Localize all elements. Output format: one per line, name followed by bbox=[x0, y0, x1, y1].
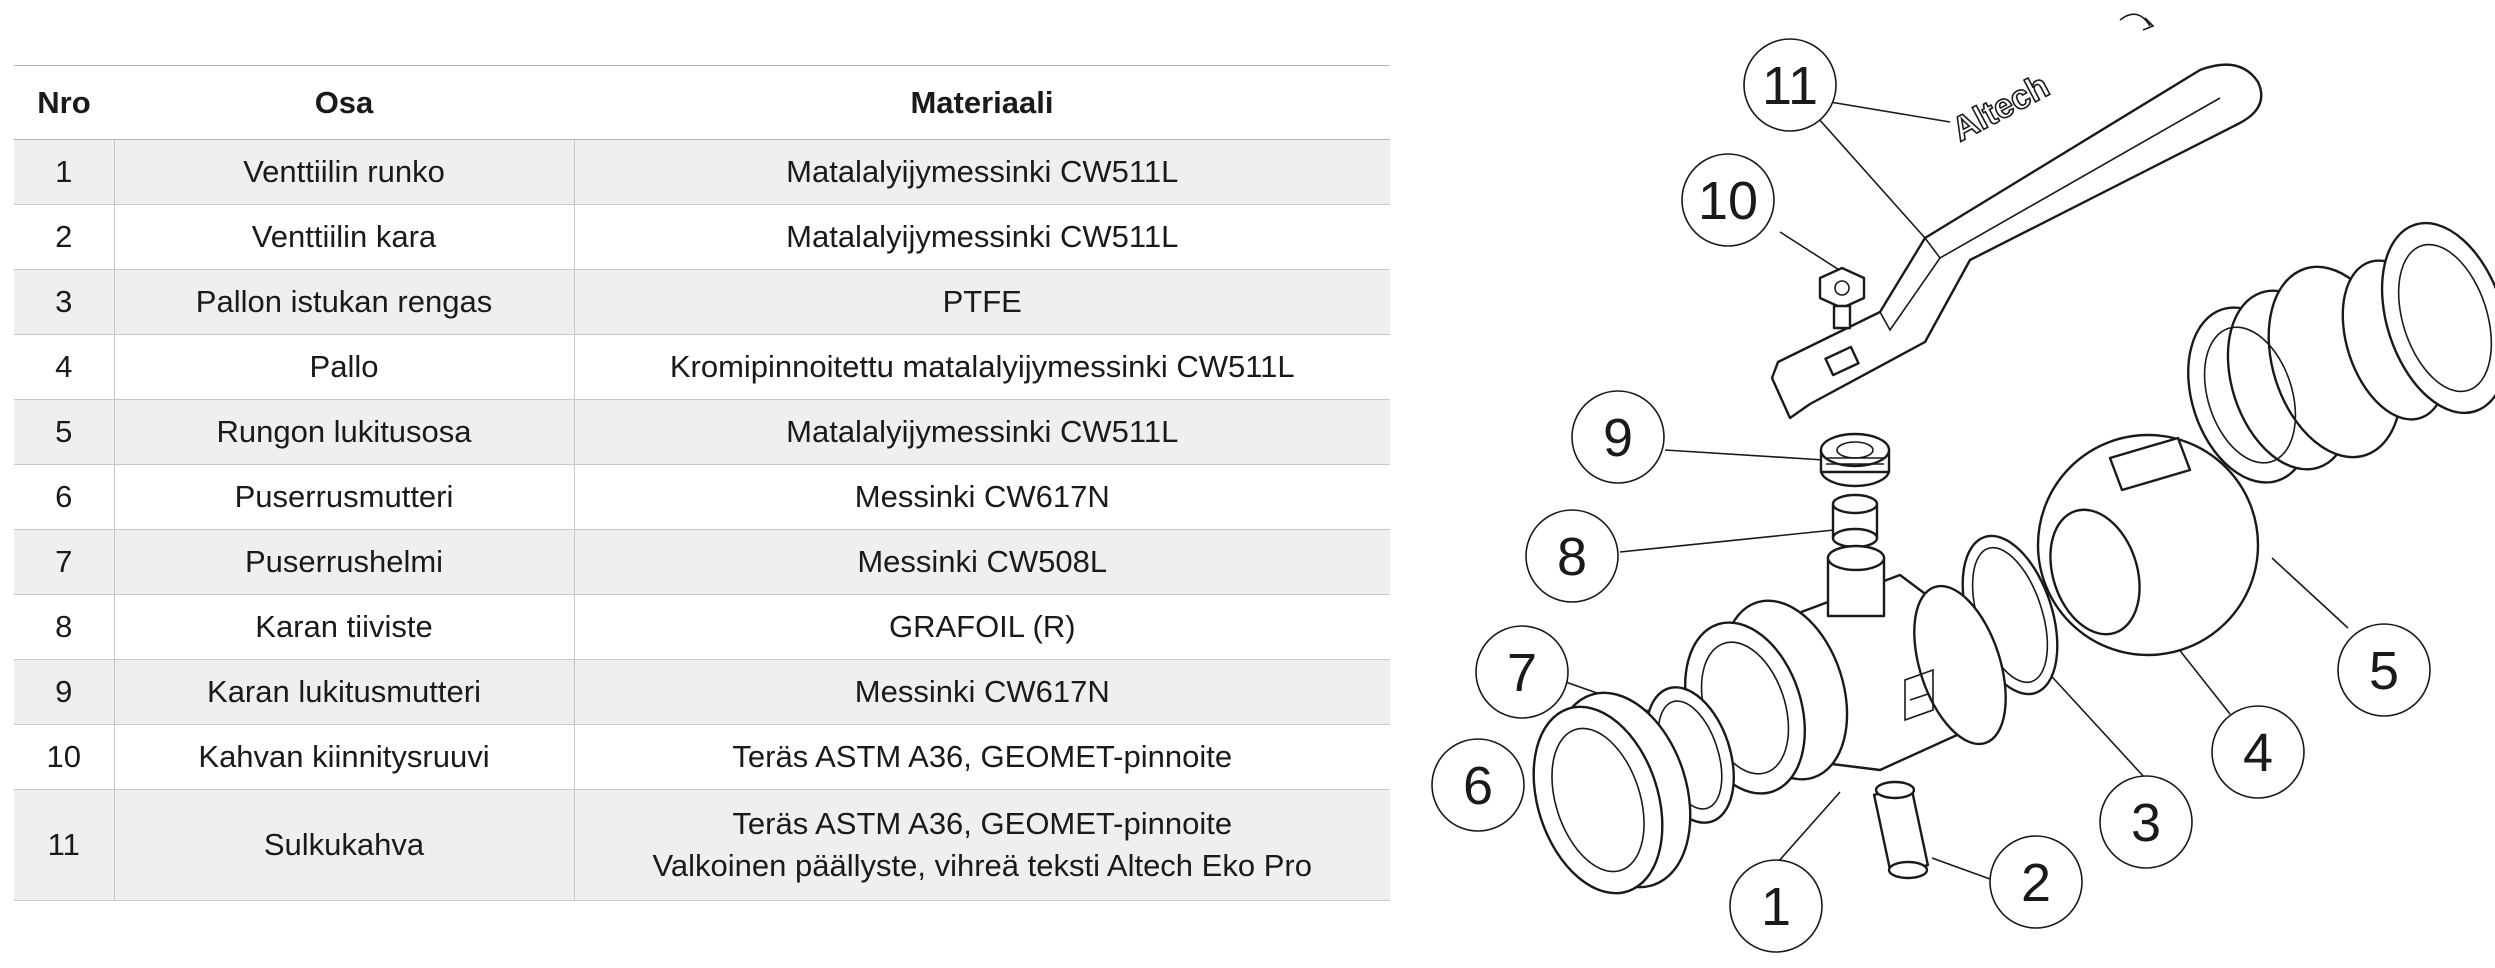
cell-nro: 9 bbox=[14, 660, 114, 725]
material-line: Messinki CW508L bbox=[857, 544, 1108, 579]
cell-nro: 5 bbox=[14, 400, 114, 465]
callout-9 bbox=[1572, 391, 1664, 483]
leader-5 bbox=[2272, 558, 2348, 628]
cell-nro: 10 bbox=[14, 725, 114, 790]
cell-osa: Puserrushelmi bbox=[114, 530, 574, 595]
cell-materiaali bbox=[574, 400, 1390, 465]
cell-nro: 4 bbox=[14, 335, 114, 400]
cell-materiaali bbox=[574, 205, 1390, 270]
cell-nro: 3 bbox=[14, 270, 114, 335]
cell-osa: Sulkukahva bbox=[114, 790, 574, 901]
table-row bbox=[14, 595, 1390, 660]
cell-osa: Pallon istukan rengas bbox=[114, 270, 574, 335]
callout-4 bbox=[2212, 706, 2304, 798]
callout-7 bbox=[1476, 626, 1568, 718]
cell-nro: 6 bbox=[14, 465, 114, 530]
svg-text:7: 7 bbox=[1506, 643, 1538, 703]
material-line: Matalalyijymessinki CW511L bbox=[786, 414, 1179, 449]
leader-8 bbox=[1620, 530, 1834, 552]
table-row bbox=[14, 790, 1390, 901]
leader-11-brand bbox=[1830, 102, 1950, 122]
cell-osa: Karan lukitusmutteri bbox=[114, 660, 574, 725]
callout-11 bbox=[1744, 39, 1836, 131]
cell-materiaali bbox=[574, 140, 1390, 205]
callout-1 bbox=[1730, 860, 1822, 952]
handle-brand-text: Altech bbox=[1945, 66, 2056, 150]
svg-text:4: 4 bbox=[2242, 723, 2274, 783]
material-line: GRAFOIL (R) bbox=[888, 609, 1076, 644]
cell-materiaali bbox=[574, 725, 1390, 790]
cell-materiaali bbox=[574, 660, 1390, 725]
material-line: Matalalyijymessinki CW511L bbox=[786, 154, 1179, 189]
ball-part bbox=[2035, 435, 2258, 655]
cell-materiaali bbox=[574, 335, 1390, 400]
svg-text:5: 5 bbox=[2368, 641, 2400, 701]
leader-1 bbox=[1778, 792, 1840, 862]
material-line: Matalalyijymessinki CW511L bbox=[786, 219, 1179, 254]
material-line: PTFE bbox=[942, 284, 1022, 319]
material-line: Teräs ASTM A36, GEOMET-pinnoite bbox=[732, 806, 1233, 841]
leader-2 bbox=[1932, 858, 1990, 879]
stem-packing-part bbox=[1833, 495, 1877, 547]
header-materiaali: Materiaali bbox=[574, 66, 1390, 140]
handle-part bbox=[1772, 14, 2261, 418]
cell-osa: Karan tiiviste bbox=[114, 595, 574, 660]
leader-11-handle bbox=[1818, 118, 1925, 238]
material-line: Messinki CW617N bbox=[854, 674, 1110, 709]
leader-9 bbox=[1665, 450, 1824, 460]
stem-lock-nut-part bbox=[1821, 434, 1889, 486]
svg-text:3: 3 bbox=[2130, 793, 2162, 853]
cell-nro: 8 bbox=[14, 595, 114, 660]
table-row bbox=[14, 725, 1390, 790]
table-header-row bbox=[14, 66, 1390, 140]
parts-table bbox=[14, 65, 1390, 901]
table-row bbox=[14, 530, 1390, 595]
svg-text:11: 11 bbox=[1761, 56, 1819, 116]
svg-text:6: 6 bbox=[1462, 756, 1494, 816]
svg-text:1: 1 bbox=[1760, 877, 1792, 937]
handle-screw-part bbox=[1820, 268, 1864, 328]
cell-materiaali bbox=[574, 530, 1390, 595]
table-row bbox=[14, 205, 1390, 270]
svg-text:2: 2 bbox=[2020, 853, 2052, 913]
cell-materiaali bbox=[574, 595, 1390, 660]
table-row bbox=[14, 335, 1390, 400]
cell-osa: Venttiilin kara bbox=[114, 205, 574, 270]
cell-materiaali bbox=[574, 790, 1390, 901]
cell-materiaali bbox=[574, 465, 1390, 530]
callout-10 bbox=[1682, 154, 1774, 246]
cell-nro: 2 bbox=[14, 205, 114, 270]
header-osa: Osa bbox=[114, 66, 574, 140]
cell-materiaali bbox=[574, 270, 1390, 335]
cell-osa: Rungon lukitusosa bbox=[114, 400, 574, 465]
callout-8 bbox=[1526, 510, 1618, 602]
svg-text:9: 9 bbox=[1602, 408, 1634, 468]
material-line: Kromipinnoitettu matalalyijymessinki CW511L bbox=[669, 349, 1295, 384]
svg-text:10: 10 bbox=[1697, 171, 1759, 231]
table-row bbox=[14, 270, 1390, 335]
callout-6 bbox=[1432, 739, 1524, 831]
valve-stem-part bbox=[1874, 782, 1928, 878]
table-row bbox=[14, 660, 1390, 725]
material-line: Valkoinen päällyste, vihreä teksti Altech Eko Pro bbox=[652, 848, 1312, 883]
table-row bbox=[14, 140, 1390, 205]
material-line: Teräs ASTM A36, GEOMET-pinnoite bbox=[732, 739, 1233, 774]
cell-nro: 7 bbox=[14, 530, 114, 595]
table-row bbox=[14, 465, 1390, 530]
material-line: Messinki CW617N bbox=[854, 479, 1110, 514]
table-row bbox=[14, 400, 1390, 465]
callout-2 bbox=[1990, 836, 2082, 928]
cell-nro: 11 bbox=[14, 790, 114, 901]
exploded-valve-diagram bbox=[1420, 0, 2495, 968]
cell-osa: Venttiilin runko bbox=[114, 140, 574, 205]
cell-nro: 1 bbox=[14, 140, 114, 205]
svg-text:8: 8 bbox=[1556, 527, 1588, 587]
cell-osa: Kahvan kiinnitysruuvi bbox=[114, 725, 574, 790]
cell-osa: Pallo bbox=[114, 335, 574, 400]
callout-3 bbox=[2100, 776, 2192, 868]
cell-osa: Puserrusmutteri bbox=[114, 465, 574, 530]
body-lock-part bbox=[2167, 207, 2495, 499]
header-nro: Nro bbox=[14, 66, 114, 140]
callout-5 bbox=[2338, 624, 2430, 716]
